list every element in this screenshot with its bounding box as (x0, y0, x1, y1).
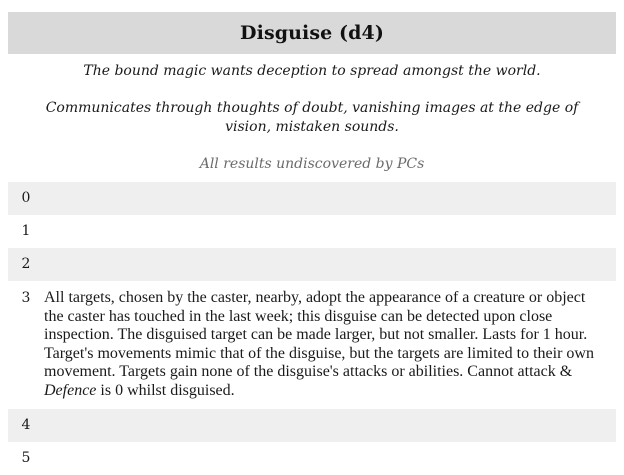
intro-line-communication: Communicates through thoughts of doubt, vanishing images at the edge of vision, mistaken sounds. (45, 100, 579, 135)
discovery-status: All results undiscovered by PCs (199, 156, 425, 172)
result-row-4 (8, 409, 616, 442)
result-number: 5 (21, 450, 31, 466)
result-row-5 (8, 442, 616, 475)
spell-table (8, 12, 616, 475)
result-row-2 (8, 248, 616, 281)
result-row-0 (8, 182, 616, 215)
page-title: Disguise (d4) (240, 22, 384, 44)
result-number: 1 (21, 223, 31, 239)
result-text: All targets, chosen by the caster, nearby, adopt the appearance of a creature or object the caster has touched in the last week; this disguise can be detected upon close inspection. The disguised target can be made larger, but not smaller. Lasts for 1 hour. Target's movements mimic that of the disguise, but the targets are limited to their own movement. Targets gain none of the disguise's attacks or abilities. Cannot attack & (44, 289, 594, 380)
result-row-1 (8, 215, 616, 248)
title-bar (8, 12, 616, 54)
results-list (8, 182, 616, 475)
result-number: 2 (21, 256, 31, 272)
result-number: 0 (21, 190, 31, 206)
result-row-3 (8, 281, 616, 409)
result-text-emphasis: Defence (44, 381, 97, 399)
result-number: 4 (21, 417, 31, 433)
result-description (44, 289, 604, 400)
intro-line-desire: The bound magic wants deception to spread amongst the world. (83, 63, 541, 79)
result-text: is 0 whilst disguised. (96, 381, 235, 399)
result-number: 3 (21, 290, 31, 306)
